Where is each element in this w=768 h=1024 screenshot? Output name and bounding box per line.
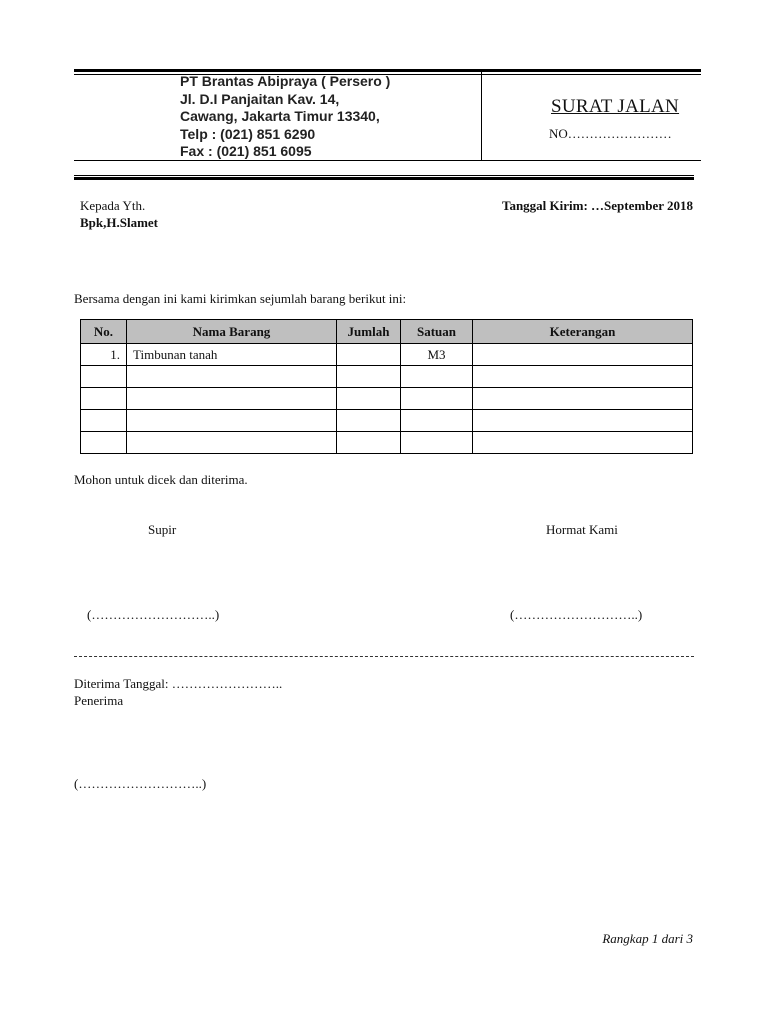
- cell-quantity: [337, 432, 401, 454]
- receiver-label: Penerima: [74, 693, 124, 708]
- cell-no: [81, 410, 127, 432]
- table-header-row: [81, 320, 693, 344]
- cell-notes: [473, 432, 693, 454]
- cell-unit: [401, 366, 473, 388]
- ship-date: Tanggal Kirim: …September 2018: [501, 198, 693, 213]
- receiver-signature-line: (………………………..): [74, 776, 207, 791]
- cell-item-name: [127, 388, 337, 410]
- cell-unit: M3: [401, 344, 473, 366]
- received-date: Diterima Tanggal: ……………………..: [74, 676, 283, 691]
- sender-signature-line: (………………………..): [510, 607, 643, 622]
- table-row: [81, 388, 693, 410]
- cell-no: 1.: [81, 344, 127, 366]
- cell-item-name: Timbunan tanah: [127, 344, 337, 366]
- cell-no: [81, 432, 127, 454]
- header-top-rule-thick: [74, 69, 701, 72]
- cell-unit: [401, 410, 473, 432]
- company-address-line2: Cawang, Jakarta Timur 13340,: [180, 108, 380, 124]
- column-header-unit: Satuan: [401, 320, 473, 344]
- separator-rule-thin: [74, 175, 694, 176]
- cell-quantity: [337, 388, 401, 410]
- cell-no: [81, 366, 127, 388]
- column-header-no: No.: [81, 320, 127, 344]
- cell-notes: [473, 388, 693, 410]
- cell-notes: [473, 410, 693, 432]
- recipient-name: Bpk,H.Slamet: [80, 215, 159, 230]
- column-header-item-name: Nama Barang: [127, 320, 337, 344]
- company-info: [180, 73, 390, 161]
- cell-unit: [401, 432, 473, 454]
- table-row: [81, 410, 693, 432]
- cell-item-name: [127, 410, 337, 432]
- cell-item-name: [127, 432, 337, 454]
- table-row: [81, 344, 693, 366]
- column-header-notes: Keterangan: [473, 320, 693, 344]
- cell-notes: [473, 366, 693, 388]
- closing-text: Mohon untuk dicek dan diterima.: [74, 472, 248, 487]
- cell-quantity: [337, 366, 401, 388]
- company-name: PT Brantas Abipraya ( Persero ): [180, 73, 391, 89]
- driver-signature-line: (………………………..): [87, 607, 220, 622]
- table-row: [81, 432, 693, 454]
- driver-label: Supir: [148, 522, 177, 537]
- cell-quantity: [337, 344, 401, 366]
- cell-item-name: [127, 366, 337, 388]
- column-header-quantity: Jumlah: [337, 320, 401, 344]
- company-fax: Fax : (021) 851 6095: [180, 143, 312, 159]
- separator-rule-thick: [74, 177, 694, 180]
- cell-notes: [473, 344, 693, 366]
- cut-line: [74, 656, 694, 657]
- items-table: [80, 319, 693, 454]
- copy-count: Rangkap 1 dari 3: [602, 931, 693, 946]
- cell-no: [81, 388, 127, 410]
- table-row: [81, 366, 693, 388]
- company-phone: Telp : (021) 851 6290: [180, 125, 316, 142]
- cell-quantity: [337, 410, 401, 432]
- company-address-line1: Jl. D.I Panjaitan Kav. 14,: [180, 90, 340, 107]
- header-divider: [481, 72, 482, 161]
- intro-text: Bersama dengan ini kami kirimkan sejumlah barang berikut ini:: [74, 291, 407, 306]
- recipient-salutation: Kepada Yth.: [80, 198, 146, 213]
- cell-unit: [401, 388, 473, 410]
- document-title: SURAT JALAN: [551, 96, 680, 117]
- sender-label: Hormat Kami: [546, 522, 618, 537]
- document-number: NO……………………: [549, 126, 672, 141]
